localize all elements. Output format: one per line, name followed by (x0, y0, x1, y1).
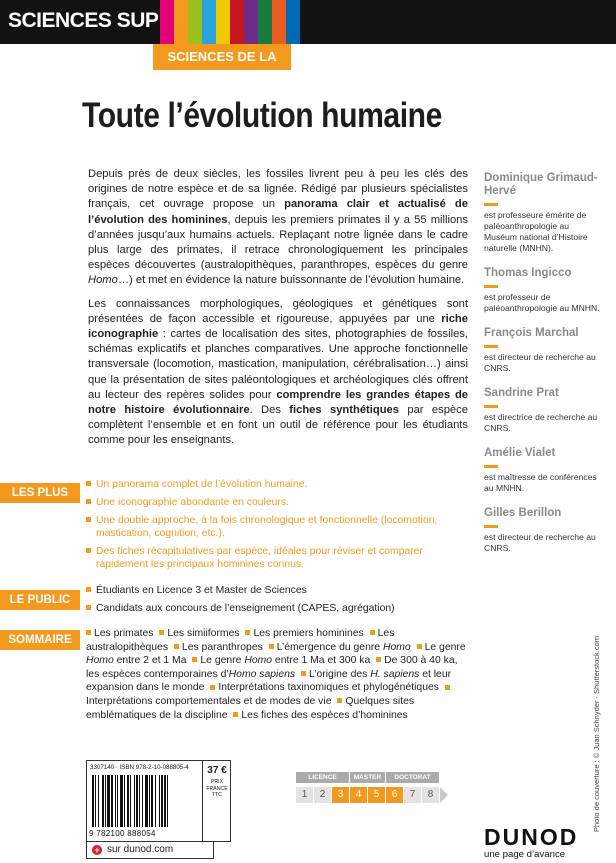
bullet-square-icon (233, 712, 238, 717)
description-2-run: : cartes de localisation des sites, photographies de fossiles, schémas explicatifs et planches comparatives. Une approche fonctionnelle transversale (locomotion, mastication, manipulation, cérébralisation…) ainsi que la présentation de sites paléontologiques et archéologiques clés offrent au lecteur des repères solides pour (88, 328, 468, 401)
public-label: LE PUBLIC (0, 590, 80, 610)
level-indicator (296, 772, 448, 803)
description-1-run: , depuis les premiers primates il y a 55 millions d’années jusqu’aux humains actuels. Replaçant notre lignée dans le cadre plus large des primates, il retrace chronologiquement les principales espèces découvertes (australopithèques, paranthropes, espèces du genre (88, 213, 468, 272)
plus-item: Une iconographie abondante en couleurs. (86, 496, 466, 509)
sommaire-item-run: Homo (382, 641, 411, 653)
level-row (296, 787, 448, 803)
author-name: Sandrine Prat (484, 387, 559, 399)
barcode-bar (134, 775, 135, 827)
publisher-tagline: une page d’avance (484, 849, 566, 860)
author (484, 172, 602, 254)
plus-item: Un panorama complet de l’évolution humaine. (86, 478, 466, 491)
sommaire-item-run: Homo (86, 655, 114, 667)
sommaire-item-run: Les premiers hominines (253, 628, 364, 639)
barcode-bar (142, 775, 143, 827)
description-2-run: . Des (249, 404, 290, 417)
sommaire-item-run: Les simiiformes (167, 628, 240, 639)
author-divider (484, 345, 498, 348)
author (484, 327, 602, 374)
author-divider (484, 465, 498, 468)
price-note-line: PRIX (210, 779, 224, 785)
color-stripe (230, 0, 244, 44)
level-cell: 3 (332, 787, 349, 803)
series-name: SCIENCES SUP (8, 9, 159, 32)
author-divider (484, 203, 498, 206)
author-description: est professeure émérite de paléoanthropologie au Muséum national d’Histoire naturelle (MNHN). (484, 210, 588, 253)
sommaire-item-run: H. sapiens (370, 668, 420, 680)
color-stripes (160, 0, 300, 44)
barcode-bar (117, 775, 118, 827)
website-text: sur dunod.com (107, 844, 174, 855)
description-1-run: …) et met en évidence la nature buissonnante de l’évolution humaine. (117, 274, 465, 287)
bullet-square-icon (192, 657, 197, 662)
price-note-line: TTC (211, 792, 223, 798)
description-paragraph-2 (88, 297, 468, 449)
description-1-run: panorama clair et actualisé de l’évolution des hominines (88, 198, 468, 226)
bullet-square-icon (210, 685, 215, 690)
level-group-label: MASTER (350, 772, 385, 783)
sommaire-item-run: Homo sapiens (228, 668, 296, 680)
barcode-bar (136, 775, 138, 827)
bullet-square-icon (86, 630, 91, 635)
bullet-square-icon (245, 630, 250, 635)
book-title: Toute l’évolution humaine (82, 96, 442, 135)
sommaire-item-run: Les paranthropes (181, 641, 263, 653)
level-cell: 5 (368, 787, 385, 803)
sommaire-item (182, 642, 263, 653)
description-1-run: Depuis près de deux siècles, les fossiles livrent peu à peu les clés des origines de notre espèce et de sa lignée. Rédigé par plusieurs spécialistes français, cet ouvrage propose un (88, 168, 468, 211)
barcode-bar (164, 775, 166, 827)
level-cell: 4 (350, 787, 367, 803)
sommaire-item (218, 682, 439, 693)
barcode-bar (149, 775, 150, 827)
barcode-bar (107, 775, 110, 827)
sommaire-item (253, 628, 363, 639)
price: 37 € (207, 765, 227, 776)
publisher-logo: DUNOD (484, 824, 579, 850)
author-divider (484, 405, 498, 408)
color-stripe (272, 0, 286, 44)
color-stripe (160, 0, 174, 44)
author (484, 447, 602, 494)
sommaire-label: SOMMAIRE (0, 630, 80, 650)
sommaire-item-run: Interprétations taxinomiques et phylogénétiques (218, 682, 439, 694)
bullet-square-icon (174, 644, 179, 649)
public-list (86, 584, 466, 620)
description-2-run: Les connaissances morphologiques, géologiques et génétiques sont présentées de façon accessible et rigoureuse, appuyées par une (88, 297, 468, 325)
level-group-label: LICENCE (296, 772, 349, 783)
description-2-run: riche iconographie (88, 312, 468, 341)
author-name: François Marchal (484, 327, 579, 339)
sommaire-item-run: Interprétations comportementales et de modes de vie (86, 695, 332, 707)
barcode-bars (91, 775, 197, 827)
bullet-square-icon (376, 657, 381, 662)
bullet-square-icon (159, 630, 164, 635)
barcode-bar (105, 775, 106, 827)
barcode-bar (102, 775, 104, 827)
author-name: Thomas Ingicco (484, 267, 572, 279)
sommaire-item-run: De 300 à 40 ka, les espèces contemporaines d’ (86, 655, 458, 680)
subject-banner: SCIENCES DE LA TERRE (153, 44, 291, 70)
barcode-bar (159, 775, 160, 827)
description-2-run: comprendre les grandes étapes de notre histoire évolutionnaire (88, 388, 468, 417)
level-cell: 6 (386, 787, 403, 803)
sommaire-item-run: Homo (244, 655, 273, 667)
author (484, 387, 602, 434)
barcode-code-text: 3307140 · ISBN 978-2-10-088805-4 (90, 764, 189, 771)
barcode-box (86, 760, 231, 842)
sommaire-item-run: entre 2 et 1 Ma (113, 655, 187, 667)
public-item: Candidats aux concours de l’enseignement (CAPES, agrégation) (86, 602, 466, 615)
author-description: est directeur de recherche au CNRS. (484, 352, 596, 373)
bullet-square-icon (301, 671, 306, 676)
price-note-line: FRANCE (206, 785, 228, 792)
description-2-run: par espèce complètent l’ensemble et en font un outil de référence pour les étudiants comme pour les enseignants. (88, 404, 468, 447)
sommaire-item (86, 696, 331, 707)
author-name: Gilles Berillon (484, 507, 562, 519)
plus-item: Une double approche, à la fois chronologique et fonctionnelle (locomotion, mastication, cognition, etc.). (86, 514, 466, 540)
price-note (203, 779, 231, 799)
author-description: est professeur de paléoanthropologie au MNHN. (484, 292, 600, 313)
sommaire-item-run: L’émergence du genre (276, 641, 383, 653)
sommaire-list (86, 627, 466, 722)
bullet-square-icon (269, 644, 274, 649)
sommaire-item-run: Le genre (424, 641, 466, 653)
author-name: Amélie Vialet (484, 447, 556, 459)
level-cell: 7 (404, 787, 421, 803)
description-2-run: fiches synthétiques (289, 404, 399, 417)
barcode-bar (120, 775, 123, 827)
description-1-run: Homo (88, 274, 118, 287)
author-name: Dominique Grimaud-Hervé (484, 172, 598, 197)
sommaire-item-run: Le genre (200, 655, 245, 667)
author-divider (484, 525, 498, 528)
sommaire-item (167, 628, 239, 639)
price-box (202, 761, 231, 841)
color-stripe (244, 0, 258, 44)
barcode-bar (151, 775, 153, 827)
barcode-bar (167, 775, 168, 827)
bullet-square-icon (445, 685, 450, 690)
level-arrow-icon (440, 787, 448, 803)
color-stripe (286, 0, 300, 44)
barcode-bar (124, 775, 125, 827)
author-description: est directrice de recherche au CNRS. (484, 412, 598, 433)
author-description: est directeur de recherche au CNRS. (484, 532, 596, 553)
barcode-bar (145, 775, 148, 827)
sommaire-item-run: Les primates (94, 628, 154, 639)
author-description: est maîtresse de conférences au MNHN. (484, 472, 597, 493)
authors-list (484, 172, 602, 567)
barcode-bar (139, 775, 140, 827)
barcode-bar (92, 775, 94, 827)
plus-item: Des fiches récapitulatives par espèce, idéales pour réviser et comparer rapidement les principaux hominines connus. (86, 545, 466, 571)
color-stripe (188, 0, 202, 44)
author (484, 267, 602, 314)
barcode-bar (111, 775, 113, 827)
sommaire-item-run: Quelques sites emblématiques de la discipline (86, 695, 415, 721)
sommaire-item-run: Les australopithèques (86, 628, 395, 653)
description-paragraph-1 (88, 167, 468, 289)
level-cell: 8 (422, 787, 439, 803)
barcode-bar (155, 775, 156, 827)
barcode-bar (127, 775, 129, 827)
top-band (0, 0, 616, 44)
sommaire-item (277, 642, 411, 653)
sommaire-item-run: L’origine des (308, 668, 371, 680)
barcode-bar (161, 775, 163, 827)
sommaire-item (241, 710, 407, 721)
color-stripe (174, 0, 188, 44)
author-divider (484, 285, 498, 288)
level-group-label: DOCTORAT (386, 772, 439, 783)
website-link[interactable] (86, 842, 214, 859)
bullet-square-icon (417, 644, 422, 649)
level-group-labels (296, 772, 448, 785)
color-stripe (216, 0, 230, 44)
public-item: Étudiants en Licence 3 et Master de Sciences (86, 584, 466, 597)
barcode-bar (130, 775, 131, 827)
sommaire-item-run: Les fiches des espèces d’hominines (241, 709, 408, 721)
sommaire-item-run: entre 1 Ma et 300 ka (272, 655, 371, 667)
color-stripe (202, 0, 216, 44)
photo-credit: Photo de couverture : © Juan Schnyder - Shutterstock.com (592, 635, 601, 832)
barcode-number: 9 782100 888054 (89, 829, 156, 838)
sommaire-item (200, 655, 370, 666)
level-cell: 2 (314, 787, 331, 803)
bullet-square-icon (370, 630, 375, 635)
author (484, 507, 602, 554)
description (88, 167, 468, 457)
barcode-bar (95, 775, 96, 827)
plus-list (86, 478, 466, 576)
sommaire-item (94, 628, 153, 639)
barcode-bar (98, 775, 99, 827)
barcode-bar (115, 775, 116, 827)
plus-icon: + (92, 845, 102, 855)
sommaire-item-run: et leur expansion dans le monde (86, 668, 452, 694)
level-cell: 1 (296, 787, 313, 803)
color-stripe (258, 0, 272, 44)
bullet-square-icon (337, 698, 342, 703)
plus-label: LES PLUS (0, 483, 80, 503)
